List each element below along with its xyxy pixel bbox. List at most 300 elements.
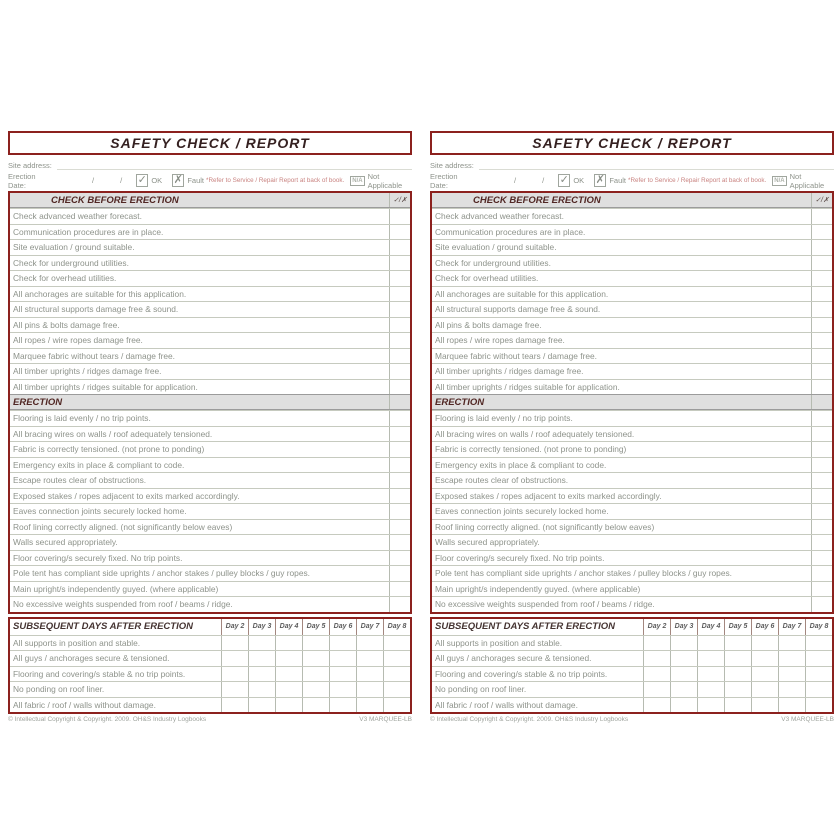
day-tick-cell <box>724 698 751 713</box>
tick-cell <box>389 349 410 364</box>
day-column-header: Day 8 <box>383 619 410 635</box>
site-address-label: Site address: <box>8 161 52 170</box>
day-tick-cell <box>248 667 275 682</box>
fault-label: Fault <box>609 176 627 185</box>
checklist-item-row <box>432 410 832 426</box>
day-tick-cell <box>302 667 329 682</box>
day-column-header: Day 6 <box>751 619 778 635</box>
day-tick-cell <box>302 682 329 697</box>
checklist-item-label: All timber uprights / ridges damage free. <box>435 366 584 377</box>
day-column-header: Day 3 <box>670 619 697 635</box>
checklist-item-row <box>432 488 832 504</box>
not-applicable-label: Not Applicable <box>789 171 825 190</box>
subsequent-item-label: Flooring and covering/s stable & no trip points. <box>435 668 608 679</box>
ok-label: OK <box>573 176 585 185</box>
subsequent-item-label: All supports in position and stable. <box>435 637 563 648</box>
checklist-item-label: All bracing wires on walls / roof adequately tensioned. <box>435 428 635 439</box>
day-column-header: Day 3 <box>248 619 275 635</box>
check-icon: ✓ <box>137 174 147 186</box>
day-tick-cell <box>697 651 724 666</box>
checklist-item-label: Escape routes clear of obstructions. <box>435 475 569 486</box>
tick-cell <box>389 504 410 519</box>
tick-cell <box>811 318 832 333</box>
tick-cell <box>811 271 832 286</box>
checklist-item-label: All anchorages are suitable for this application. <box>13 288 187 299</box>
checklist-item-label: Check for underground utilities. <box>435 257 551 268</box>
page-footer <box>430 716 834 723</box>
tick-cell <box>389 287 410 302</box>
checklist-item-row <box>432 270 832 286</box>
day-tick-cell <box>751 636 778 651</box>
day-tick-cell <box>751 698 778 713</box>
tick-cell <box>389 551 410 566</box>
x-mark-icon: ✗ <box>595 174 605 186</box>
checklist-item-row <box>10 565 410 581</box>
checklist-item-row <box>10 286 410 302</box>
fault-checkbox <box>594 174 606 187</box>
checklist-item-label: Check for underground utilities. <box>13 257 129 268</box>
tick-cell <box>811 287 832 302</box>
checklist-item-label: All pins & bolts damage free. <box>435 319 542 330</box>
checklist-item-row <box>432 255 832 271</box>
day-tick-cell <box>248 636 275 651</box>
checklist-item-label: All ropes / wire ropes damage free. <box>13 335 143 346</box>
day-column-header: Day 2 <box>643 619 670 635</box>
tick-cell <box>389 256 410 271</box>
site-address-write-line <box>57 160 412 170</box>
checklist-item-label: All timber uprights / ridges suitable for application. <box>435 381 620 392</box>
checklist-item-row <box>432 550 832 566</box>
checklist-item-label: Site evaluation / ground suitable. <box>13 242 135 253</box>
tick-cell <box>811 380 832 395</box>
section-title: CHECK BEFORE ERECTION <box>51 194 179 206</box>
day-tick-cell <box>724 667 751 682</box>
day-tick-cell <box>724 636 751 651</box>
day-tick-cell <box>670 682 697 697</box>
day-tick-cell <box>356 636 383 651</box>
day-tick-cell <box>383 651 410 666</box>
day-tick-cell <box>697 636 724 651</box>
subsequent-days-header-row <box>432 619 832 635</box>
subsequent-item-row <box>10 681 410 697</box>
checklist-item-row <box>432 379 832 395</box>
tick-cell <box>811 520 832 535</box>
erection-date-row <box>8 173 412 188</box>
checklist-item-row <box>10 224 410 240</box>
tick-cell <box>389 442 410 457</box>
checklist-item-row <box>432 301 832 317</box>
form-title: SAFETY CHECK / REPORT <box>532 135 732 151</box>
subsequent-item-label: Flooring and covering/s stable & no trip points. <box>13 668 186 679</box>
checklist-item-label: All anchorages are suitable for this application. <box>435 288 609 299</box>
subsequent-item-row <box>432 666 832 682</box>
date-slash: / <box>91 176 95 185</box>
day-tick-cell <box>356 682 383 697</box>
day-tick-cell <box>221 698 248 713</box>
erection-date-row <box>430 173 834 188</box>
checklist-item-label: All pins & bolts damage free. <box>13 319 120 330</box>
checklist-item-row <box>432 224 832 240</box>
day-tick-cell <box>724 682 751 697</box>
checklist-item-label: Marquee fabric without tears / damage free. <box>435 350 597 361</box>
checklist-table <box>8 191 412 614</box>
day-tick-cell <box>805 698 832 713</box>
checklist-item-label: Roof lining correctly aligned. (not significantly below eaves) <box>13 521 233 532</box>
date-slash: / <box>513 176 517 185</box>
tick-cell <box>389 489 410 504</box>
tick-cell <box>389 271 410 286</box>
checklist-item-row <box>10 348 410 364</box>
checklist-item-label: Main upright/s independently guyed. (where applicable) <box>13 583 219 594</box>
day-tick-cell <box>383 698 410 713</box>
subsequent-item-label: No ponding on roof liner. <box>13 684 105 695</box>
checklist-item-row <box>432 457 832 473</box>
day-tick-cell <box>248 682 275 697</box>
checklist-item-row <box>432 534 832 550</box>
tick-cell <box>811 411 832 426</box>
subsequent-item-row <box>432 650 832 666</box>
tick-cell <box>389 225 410 240</box>
tick-cell <box>811 256 832 271</box>
tick-cell <box>811 597 832 612</box>
checklist-item-label: Marquee fabric without tears / damage free. <box>13 350 175 361</box>
fault-label: Fault <box>187 176 205 185</box>
tick-cell <box>389 364 410 379</box>
day-tick-cell <box>697 682 724 697</box>
day-tick-cell <box>778 651 805 666</box>
day-tick-cell <box>329 667 356 682</box>
checklist-item-label: Eaves connection joints securely locked home. <box>13 506 187 517</box>
checklist-item-label: Communication procedures are in place. <box>13 226 164 237</box>
subsequent-item-label: All guys / anchorages secure & tensioned. <box>13 653 170 664</box>
section-title: CHECK BEFORE ERECTION <box>473 194 601 206</box>
day-tick-cell <box>302 636 329 651</box>
day-tick-cell <box>302 651 329 666</box>
date-slash: / <box>120 176 123 185</box>
checklist-item-label: Roof lining correctly aligned. (not significantly below eaves) <box>435 521 655 532</box>
day-tick-cell <box>275 636 302 651</box>
checklist-item-row <box>10 426 410 442</box>
day-tick-cell <box>751 651 778 666</box>
subsequent-item-row <box>432 681 832 697</box>
subsequent-item-label: No ponding on roof liner. <box>435 684 527 695</box>
checklist-item-row <box>10 503 410 519</box>
day-tick-cell <box>670 651 697 666</box>
subsequent-days-title: SUBSEQUENT DAYS AFTER ERECTION <box>13 621 193 632</box>
tick-cell <box>811 582 832 597</box>
checklist-item-row <box>10 332 410 348</box>
form-title-box <box>430 131 834 155</box>
ok-checkbox <box>558 174 570 187</box>
subsequent-item-row <box>432 635 832 651</box>
tick-cell <box>811 333 832 348</box>
tick-cell <box>389 209 410 224</box>
checklist-item-label: Check advanced weather forecast. <box>13 211 142 222</box>
checklist-item-row <box>10 488 410 504</box>
tick-cell <box>389 240 410 255</box>
checklist-item-label: All structural supports damage free & sound. <box>13 304 179 315</box>
checklist-item-row <box>10 457 410 473</box>
day-column-header: Day 2 <box>221 619 248 635</box>
day-tick-cell <box>248 698 275 713</box>
checklist-item-label: All timber uprights / ridges damage free. <box>13 366 162 377</box>
tick-cell <box>389 566 410 581</box>
erection-date-label: Erection Date: <box>8 171 36 190</box>
subsequent-days-table <box>430 617 834 715</box>
subsequent-item-label: All fabric / roof / walls without damage. <box>13 699 156 710</box>
day-tick-cell <box>356 667 383 682</box>
tick-cell <box>811 566 832 581</box>
tick-cell <box>389 535 410 550</box>
checklist-item-label: Floor covering/s securely fixed. No trip points. <box>13 552 183 563</box>
day-tick-cell <box>805 667 832 682</box>
right-page <box>430 131 834 723</box>
subsequent-days-table <box>8 617 412 715</box>
checklist-item-row <box>432 441 832 457</box>
form-title-box <box>8 131 412 155</box>
day-tick-cell <box>356 698 383 713</box>
tick-column-header: ✓/✗ <box>811 193 832 207</box>
checklist-item-label: Main upright/s independently guyed. (where applicable) <box>435 583 641 594</box>
day-tick-cell <box>383 636 410 651</box>
day-tick-cell <box>724 651 751 666</box>
day-tick-cell <box>643 651 670 666</box>
section-header-row <box>432 193 832 208</box>
checklist-item-row <box>10 410 410 426</box>
checklist-item-label: Flooring is laid evenly / no trip points. <box>13 413 151 424</box>
checklist-item-row <box>10 534 410 550</box>
checklist-item-row <box>432 472 832 488</box>
checklist-item-row <box>432 348 832 364</box>
subsequent-item-label: All guys / anchorages secure & tensioned. <box>435 653 592 664</box>
form-code: V3 MARQUEE-LB <box>359 716 412 723</box>
day-tick-cell <box>221 636 248 651</box>
tick-cell <box>811 240 832 255</box>
na-box: N/A <box>774 177 785 184</box>
day-tick-cell <box>778 698 805 713</box>
subsequent-item-label: All supports in position and stable. <box>13 637 141 648</box>
not-applicable-label: Not Applicable <box>367 171 403 190</box>
day-tick-cell <box>670 698 697 713</box>
day-tick-cell <box>221 667 248 682</box>
tick-column-header: ✓/✗ <box>389 193 410 207</box>
site-address-row <box>8 159 412 170</box>
checklist-item-label: Fabric is correctly tensioned. (not prone to ponding) <box>435 444 627 455</box>
checklist-item-label: All ropes / wire ropes damage free. <box>435 335 565 346</box>
day-tick-cell <box>670 667 697 682</box>
checklist-item-row <box>10 239 410 255</box>
day-tick-cell <box>643 682 670 697</box>
checklist-item-label: Flooring is laid evenly / no trip points. <box>435 413 573 424</box>
tick-column-header <box>811 395 832 409</box>
day-tick-cell <box>643 667 670 682</box>
day-column-header: Day 8 <box>805 619 832 635</box>
tick-column-header <box>389 395 410 409</box>
checklist-item-row <box>10 581 410 597</box>
checklist-item-row <box>432 286 832 302</box>
checklist-table <box>430 191 834 614</box>
checklist-item-row <box>10 208 410 224</box>
checklist-item-row <box>10 379 410 395</box>
logbook-spread <box>8 131 834 723</box>
tick-cell <box>811 535 832 550</box>
tick-cell <box>389 302 410 317</box>
day-tick-cell <box>751 667 778 682</box>
subsequent-days-header-row <box>10 619 410 635</box>
checklist-item-row <box>432 363 832 379</box>
day-tick-cell <box>356 651 383 666</box>
day-tick-cell <box>643 636 670 651</box>
checklist-item-row <box>432 208 832 224</box>
tick-cell <box>389 597 410 612</box>
day-tick-cell <box>248 651 275 666</box>
checklist-item-row <box>10 472 410 488</box>
na-box: N/A <box>352 177 363 184</box>
checklist-item-label: All timber uprights / ridges suitable for application. <box>13 381 198 392</box>
site-address-label: Site address: <box>430 161 474 170</box>
copyright-text: © Intellectual Copyright & Copyright. 2009. OH&S Industry Logbooks <box>430 716 629 723</box>
day-tick-cell <box>778 682 805 697</box>
day-tick-cell <box>275 682 302 697</box>
checklist-item-row <box>10 519 410 535</box>
tick-cell <box>389 411 410 426</box>
checklist-item-label: No excessive weights suspended from roof / beams / ridge. <box>13 599 233 610</box>
tick-cell <box>811 209 832 224</box>
tick-cell <box>389 458 410 473</box>
checklist-item-row <box>10 441 410 457</box>
tick-cell <box>389 318 410 333</box>
subsequent-item-label: All fabric / roof / walls without damage. <box>435 699 578 710</box>
tick-cell <box>389 427 410 442</box>
checklist-item-label: Site evaluation / ground suitable. <box>435 242 557 253</box>
checklist-item-label: Floor covering/s securely fixed. No trip points. <box>435 552 605 563</box>
checklist-item-label: Exposed stakes / ropes adjacent to exits marked accordingly. <box>13 490 240 501</box>
subsequent-days-title: SUBSEQUENT DAYS AFTER ERECTION <box>435 621 615 632</box>
left-page <box>8 131 412 723</box>
day-tick-cell <box>383 667 410 682</box>
check-icon: ✓ <box>559 174 569 186</box>
tick-cell <box>389 473 410 488</box>
checklist-item-label: Walls secured appropriately. <box>435 537 540 548</box>
checklist-item-label: Exposed stakes / ropes adjacent to exits marked accordingly. <box>435 490 662 501</box>
checklist-item-label: Emergency exits in place & compliant to code. <box>435 459 607 470</box>
tick-cell <box>811 504 832 519</box>
tick-cell <box>811 489 832 504</box>
day-column-header: Day 6 <box>329 619 356 635</box>
subsequent-item-row <box>10 650 410 666</box>
date-slash: / <box>542 176 545 185</box>
tick-cell <box>389 380 410 395</box>
section-header-row <box>10 193 410 208</box>
tick-cell <box>389 333 410 348</box>
day-tick-cell <box>275 651 302 666</box>
day-tick-cell <box>329 636 356 651</box>
checklist-item-label: Emergency exits in place & compliant to code. <box>13 459 185 470</box>
ok-label: OK <box>151 176 163 185</box>
day-tick-cell <box>805 636 832 651</box>
tick-cell <box>811 442 832 457</box>
checklist-item-label: Pole tent has compliant side uprights / anchor stakes / pulley blocks / guy ropes. <box>13 568 311 579</box>
checklist-item-label: Pole tent has compliant side uprights / anchor stakes / pulley blocks / guy ropes. <box>435 568 733 579</box>
day-tick-cell <box>329 682 356 697</box>
checklist-item-label: Check for overhead utilities. <box>435 273 539 284</box>
day-tick-cell <box>805 682 832 697</box>
checklist-item-label: All structural supports damage free & sound. <box>435 304 601 315</box>
day-tick-cell <box>751 682 778 697</box>
day-tick-cell <box>302 698 329 713</box>
subsequent-item-row <box>10 666 410 682</box>
tick-cell <box>389 520 410 535</box>
day-column-header: Day 5 <box>302 619 329 635</box>
subsequent-item-row <box>10 697 410 713</box>
day-tick-cell <box>329 651 356 666</box>
tick-cell <box>811 349 832 364</box>
tick-cell <box>811 551 832 566</box>
checklist-item-row <box>10 550 410 566</box>
day-tick-cell <box>697 667 724 682</box>
day-tick-cell <box>329 698 356 713</box>
form-code: V3 MARQUEE-LB <box>781 716 834 723</box>
fault-note: *Refer to Service / Repair Report at back of book. <box>628 177 767 184</box>
tick-cell <box>811 225 832 240</box>
day-tick-cell <box>275 698 302 713</box>
section-title: ERECTION <box>435 396 485 408</box>
checklist-item-label: Check advanced weather forecast. <box>435 211 564 222</box>
subsequent-item-row <box>432 697 832 713</box>
tick-cell <box>811 458 832 473</box>
checklist-item-row <box>432 596 832 612</box>
checklist-item-row <box>10 270 410 286</box>
checklist-item-label: Check for overhead utilities. <box>13 273 117 284</box>
checklist-item-row <box>10 317 410 333</box>
checklist-item-row <box>432 503 832 519</box>
checklist-item-row <box>432 239 832 255</box>
checklist-item-row <box>10 596 410 612</box>
tick-cell <box>811 364 832 379</box>
checklist-item-row <box>432 426 832 442</box>
checklist-item-row <box>432 332 832 348</box>
day-tick-cell <box>221 651 248 666</box>
tick-cell <box>389 582 410 597</box>
day-tick-cell <box>778 667 805 682</box>
day-tick-cell <box>221 682 248 697</box>
checklist-item-label: All bracing wires on walls / roof adequately tensioned. <box>13 428 213 439</box>
page-footer <box>8 716 412 723</box>
tick-cell <box>811 427 832 442</box>
ok-checkbox <box>136 174 148 187</box>
checklist-item-row <box>10 363 410 379</box>
checklist-item-label: Escape routes clear of obstructions. <box>13 475 147 486</box>
section-title: ERECTION <box>13 396 63 408</box>
day-column-header: Day 5 <box>724 619 751 635</box>
section-header-row <box>10 394 410 410</box>
fault-note: *Refer to Service / Repair Report at back of book. <box>206 177 345 184</box>
day-column-header: Day 4 <box>275 619 302 635</box>
day-tick-cell <box>778 636 805 651</box>
checklist-item-label: Eaves connection joints securely locked home. <box>435 506 609 517</box>
day-tick-cell <box>275 667 302 682</box>
day-tick-cell <box>670 636 697 651</box>
checklist-item-label: Walls secured appropriately. <box>13 537 118 548</box>
site-address-row <box>430 159 834 170</box>
subsequent-item-row <box>10 635 410 651</box>
checklist-item-row <box>10 255 410 271</box>
checklist-item-row <box>432 565 832 581</box>
day-column-header: Day 4 <box>697 619 724 635</box>
x-mark-icon: ✗ <box>173 174 183 186</box>
checklist-item-row <box>432 519 832 535</box>
checklist-item-label: Communication procedures are in place. <box>435 226 586 237</box>
